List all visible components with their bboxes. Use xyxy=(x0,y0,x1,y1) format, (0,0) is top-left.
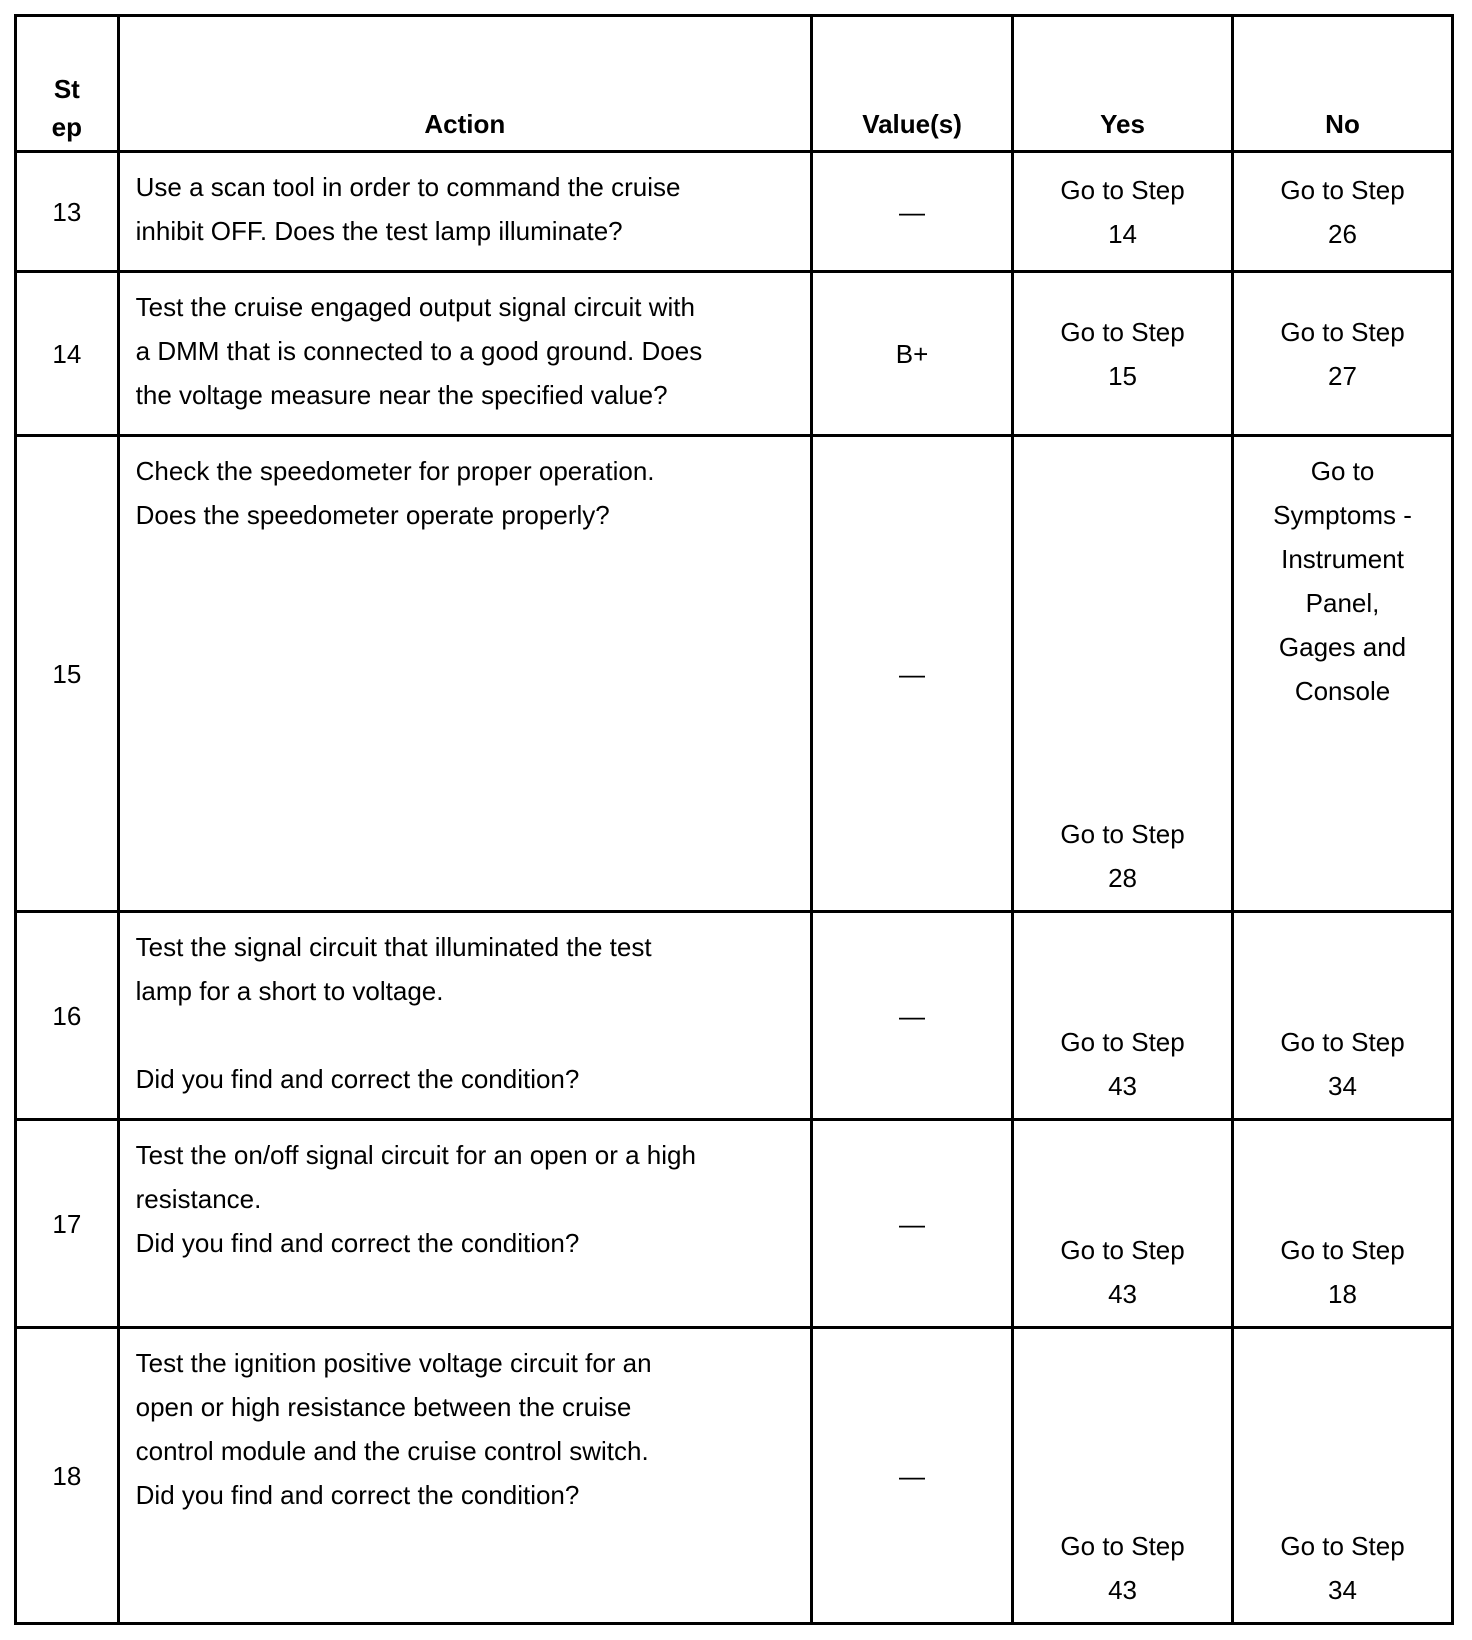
no-line: Panel, xyxy=(1305,588,1380,618)
step-number: 15 xyxy=(16,436,119,912)
table-row xyxy=(16,912,1453,1120)
action-line: resistance. xyxy=(135,1184,262,1214)
no-step: 27 xyxy=(1328,360,1357,391)
step-number: 16 xyxy=(16,912,119,1120)
action-cell xyxy=(118,152,811,272)
yes-cell[interactable] xyxy=(1013,152,1233,272)
no-line: Symptoms - xyxy=(1273,500,1412,530)
action-line: lamp for a short to voltage. xyxy=(135,976,444,1006)
header-action: Action xyxy=(118,16,811,152)
table-row xyxy=(16,1328,1453,1624)
yes-step: 43 xyxy=(1108,1279,1138,1309)
header-step-part2: ep xyxy=(51,112,82,142)
header-row xyxy=(16,16,1453,152)
step-number: 13 xyxy=(16,152,119,272)
step-number: 18 xyxy=(16,1328,119,1624)
table-row xyxy=(16,152,1453,272)
no-line: Go to xyxy=(1310,456,1375,486)
no-label: Go to Step xyxy=(1280,1235,1405,1265)
action-line: Test the on/off signal circuit for an open or a high xyxy=(135,1140,696,1170)
action-line: the voltage measure near the specified value? xyxy=(135,380,668,410)
action-line: Does the speedometer operate properly? xyxy=(135,500,610,530)
action-line: Did you find and correct the condition? xyxy=(135,1064,580,1094)
table-row xyxy=(16,1120,1453,1328)
yes-cell[interactable] xyxy=(1013,912,1233,1120)
yes-step: 28 xyxy=(1108,863,1138,893)
table-row xyxy=(16,436,1453,912)
no-label: Go to Step xyxy=(1280,1531,1405,1561)
yes-cell[interactable] xyxy=(1013,272,1233,436)
yes-cell[interactable] xyxy=(1013,1120,1233,1328)
yes-label: Go to Step xyxy=(1060,1531,1185,1561)
action-line: inhibit OFF. Does the test lamp illuminate? xyxy=(135,216,623,246)
value-cell: — xyxy=(812,436,1013,912)
no-line: Gages and xyxy=(1278,632,1407,662)
yes-cell[interactable] xyxy=(1013,1328,1233,1624)
action-spacer xyxy=(136,1013,796,1057)
yes-cell[interactable] xyxy=(1013,436,1233,912)
header-step-part1: St xyxy=(53,74,80,104)
value-cell: — xyxy=(812,1328,1013,1624)
no-step: 34 xyxy=(1328,1575,1357,1605)
no-label: Go to Step xyxy=(1280,174,1405,205)
action-line: Test the cruise engaged output signal circuit with xyxy=(135,292,695,322)
yes-label: Go to Step xyxy=(1060,819,1185,849)
yes-step: 43 xyxy=(1108,1071,1138,1101)
yes-label: Go to Step xyxy=(1060,316,1185,347)
yes-label: Go to Step xyxy=(1060,1027,1185,1057)
yes-step: 43 xyxy=(1108,1575,1138,1605)
no-cell[interactable] xyxy=(1233,1328,1453,1624)
value-cell: B+ xyxy=(812,272,1013,436)
action-cell xyxy=(118,912,811,1120)
header-no: No xyxy=(1233,16,1453,152)
header-step xyxy=(16,16,119,152)
header-value: Value(s) xyxy=(812,16,1013,152)
no-step: 18 xyxy=(1328,1279,1357,1309)
value-cell: — xyxy=(812,912,1013,1120)
action-line: Did you find and correct the condition? xyxy=(135,1228,580,1258)
no-line: Console xyxy=(1294,676,1391,706)
action-line: control module and the cruise control switch. xyxy=(135,1436,649,1466)
no-cell[interactable] xyxy=(1233,272,1453,436)
action-cell xyxy=(118,436,811,912)
step-number: 14 xyxy=(16,272,119,436)
diagnostic-table xyxy=(14,14,1454,1625)
action-cell xyxy=(118,1120,811,1328)
action-line: open or high resistance between the cruise xyxy=(135,1392,632,1422)
no-cell[interactable] xyxy=(1233,1120,1453,1328)
no-cell[interactable] xyxy=(1233,912,1453,1120)
yes-label: Go to Step xyxy=(1060,174,1185,205)
action-line: Use a scan tool in order to command the cruise xyxy=(135,172,681,202)
action-line: a DMM that is connected to a good ground. Does xyxy=(135,336,703,366)
no-line: Instrument xyxy=(1281,544,1404,574)
action-cell xyxy=(118,272,811,436)
header-yes: Yes xyxy=(1013,16,1233,152)
action-line: Test the ignition positive voltage circuit for an xyxy=(135,1348,652,1378)
action-cell xyxy=(118,1328,811,1624)
value-cell: — xyxy=(812,152,1013,272)
yes-step: 15 xyxy=(1108,360,1138,391)
no-label: Go to Step xyxy=(1280,1027,1405,1057)
no-cell[interactable] xyxy=(1233,436,1453,912)
action-line: Did you find and correct the condition? xyxy=(135,1480,580,1510)
value-cell: — xyxy=(812,1120,1013,1328)
action-line: Test the signal circuit that illuminated the test xyxy=(135,932,652,962)
action-line: Check the speedometer for proper operation. xyxy=(135,456,655,486)
yes-label: Go to Step xyxy=(1060,1235,1185,1265)
no-step: 26 xyxy=(1328,218,1357,249)
table-row xyxy=(16,272,1453,436)
no-label: Go to Step xyxy=(1280,316,1405,347)
yes-step: 14 xyxy=(1108,218,1138,249)
no-step: 34 xyxy=(1328,1071,1357,1101)
no-cell[interactable] xyxy=(1233,152,1453,272)
step-number: 17 xyxy=(16,1120,119,1328)
